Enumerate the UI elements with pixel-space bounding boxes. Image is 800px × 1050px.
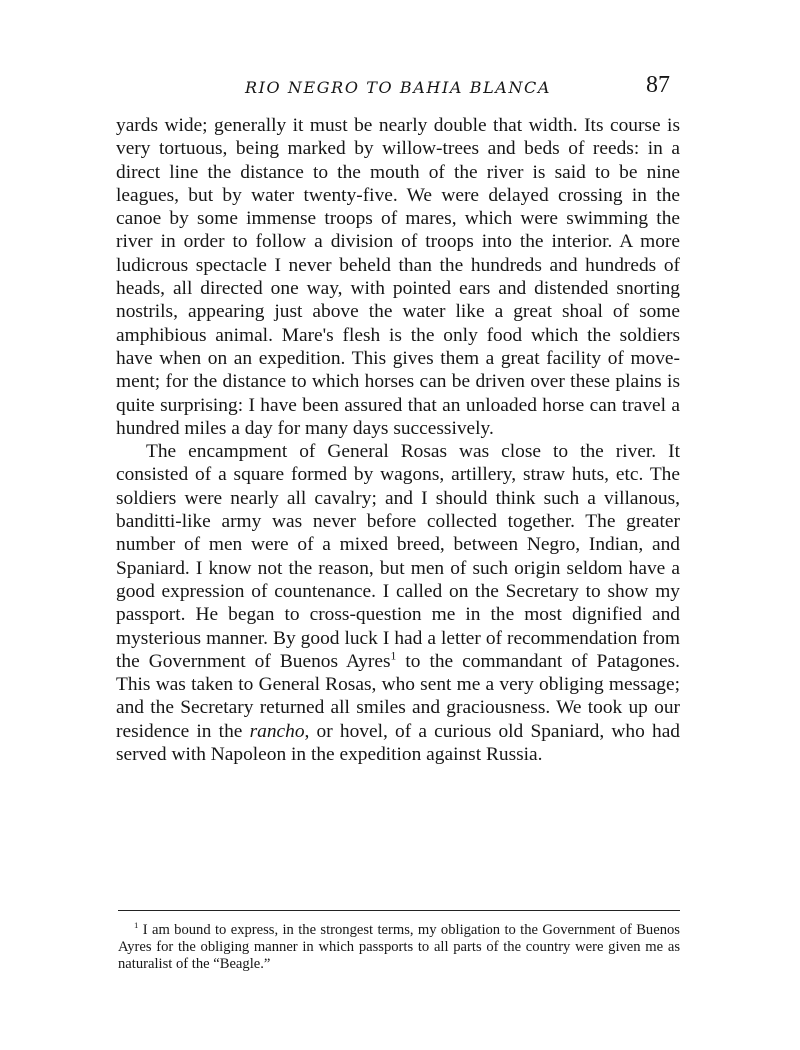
running-title: RIO NEGRO TO BAHIA BLANCA xyxy=(244,78,552,97)
footnote-reference: 1 xyxy=(390,649,397,663)
paragraph-2-text-c: , or hovel, of a curious old Spaniard, who had served with Napoleon in the expedition against Russia. xyxy=(116,720,680,766)
footnote-rule xyxy=(118,910,680,911)
footnote xyxy=(118,922,680,973)
paragraph-2 xyxy=(116,440,680,766)
paragraph-2-text-a: The encampment of General Rosas was close to the river. It consisted of a square formed by wagons, artillery, straw huts, etc. The soldiers were nearly all cavalry; and I should think such a villanous, banditti-like army was never before collected together. The greater number of men were of a mixed breed, between Negro, Indian, and Spaniard. I know not the reason, but men of such origin seldom have a good expression of countenance. I called on the Secretary to show my passport. He began to cross-question me in the most dignified and mysterious manner. By good luck I had a letter of recommendation from the Government of Buenos Ayres xyxy=(116,441,680,672)
page-number: 87 xyxy=(646,72,670,98)
footnote-text: I am bound to express, in the strongest terms, my obligation to the Government of Buenos Ayres for the obliging manner in which passports to all parts of the country were given me as naturalist of the “Beagle.” xyxy=(118,922,680,972)
paragraph-2-text-b: to the commandant of Patagones. This was taken to General Rosas, who sent me a very obliging message; and the Secretary returned all smiles and graciousness. We took up our residence in the xyxy=(116,650,680,742)
running-head xyxy=(116,72,680,108)
italic-term: rancho xyxy=(249,720,305,742)
footnote-marker: 1 xyxy=(134,920,139,931)
body-text xyxy=(116,114,680,766)
paragraph-1: yards wide; generally it must be nearly double that width. Its course is very tortuous, being marked by willow-trees and beds of reeds: in a direct line the distance to the mouth of the river is said to be nine leagues, but by water twenty-five. We were delayed crossing in the canoe by some immense troops of mares, which were swimming the river in order to follow a division of troops into the interior. A more ludicrous spectacle I never beheld than the hundreds and hundreds of heads, all directed one way, with pointed ears and distended snorting nostrils, appearing just above the water like a great shoal of some amphibious animal. Mare's flesh is the only food which the soldiers have when on an expedition. This gives them a great facility of movement; for the distance to which horses can be driven over these plains is quite surprising: I have been assured that an unloaded horse can travel a hundred miles a day for many days successively. xyxy=(116,115,680,439)
